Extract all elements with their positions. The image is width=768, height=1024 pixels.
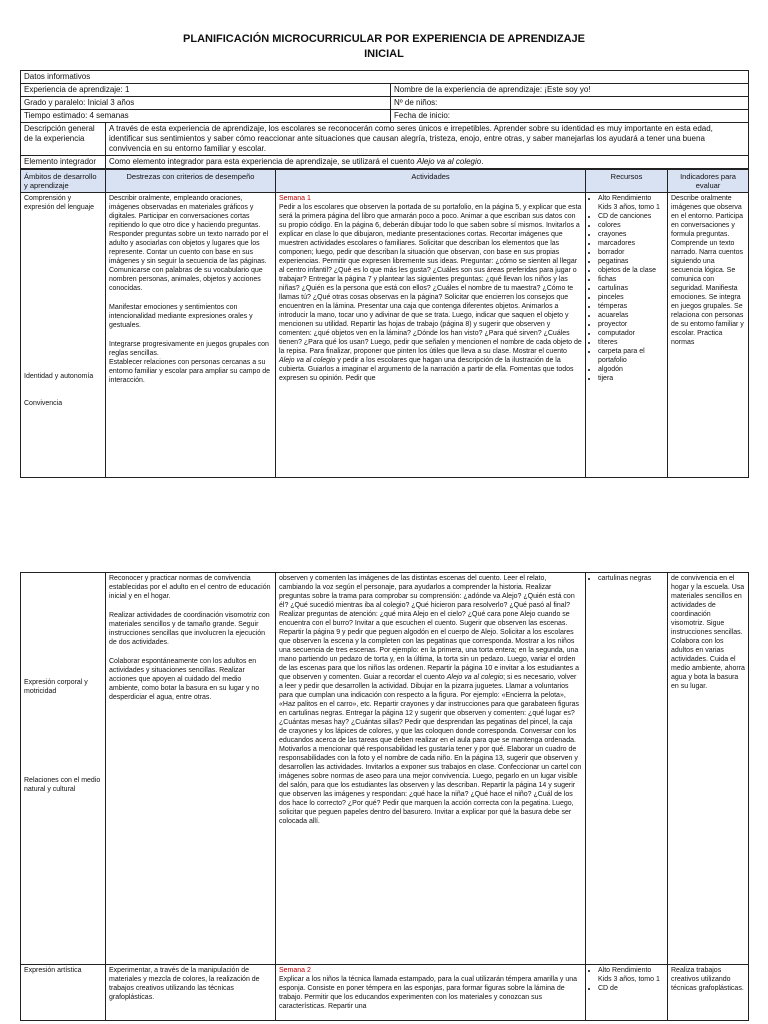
recurso-item: • pinceles	[598, 293, 664, 302]
recurso-item: • marcadores	[598, 239, 664, 248]
table-row	[21, 193, 749, 478]
recursos-cell-3	[586, 965, 668, 1021]
ambito-expresion-artistica: Expresión artística	[21, 965, 106, 1021]
recursos-cell-2	[586, 573, 668, 965]
semana-2-label: Semana 2	[279, 967, 311, 974]
header-actividades: Actividades	[276, 170, 586, 193]
header-ambitos: Ámbitos de desarrollo y aprendizaje	[21, 170, 106, 193]
recurso-item: • témperas	[598, 302, 664, 311]
recurso-item: • acuarelas	[598, 311, 664, 320]
elemento-text-a: Como elemento integrador para esta experiencia de aprendizaje, se utilizará el cuento	[109, 157, 417, 166]
recursos-list-2	[589, 574, 664, 583]
page-2	[20, 570, 748, 1024]
descripcion-text: A través de esta experiencia de aprendizaje, los escolares se reconocerán como seres únicos e irrepetibles. Aprender sobre su identidad es muy importante en esta edad, identificar sus sentimientos y saber cómo reaccionar ante situaciones que causan alegría, tristeza, enojo, entre otras, y saber manejarlas los ayudará a tener una buena convivencia en su entorno familiar y escolar.	[106, 123, 749, 156]
semana-1-label: Semana 1	[279, 195, 311, 202]
ambito-identidad: Identidad y autonomía	[24, 373, 94, 380]
table-row	[21, 573, 749, 965]
elemento-text-c: .	[481, 157, 484, 166]
recurso-item: • CD de	[598, 984, 664, 993]
recurso-item: • títeres	[598, 338, 664, 347]
indicadores-cell-3: Realiza trabajos creativos utilizando técnicas grafoplásticas.	[668, 965, 749, 1021]
actividades-cell-3	[276, 965, 586, 1021]
table-header-row	[21, 170, 749, 193]
tiempo-field: Tiempo estimado: 4 semanas	[21, 110, 391, 123]
destreza-emociones: Manifestar emociones y sentimientos con intencionalidad mediante expresiones orales y gestuales.	[109, 304, 253, 329]
grado-field: Grado y paralelo: Inicial 3 años	[21, 97, 391, 110]
destrezas-cell-2	[106, 573, 276, 965]
planning-table-1	[20, 169, 749, 478]
header-destrezas: Destrezas con criterios de desempeño	[106, 170, 276, 193]
recurso-item: • CD de canciones	[598, 212, 664, 221]
recurso-item: • objetos de la clase	[598, 266, 664, 275]
table-row	[21, 965, 749, 1021]
destreza-colaborar: Colaborar espontáneamente con los adultos en actividades y situaciones sencillas. Realizar acciones que apoyen al cuidado del medio ambiente, como botar la basura en su lugar y no desperdiciar el agua, entre otras.	[109, 658, 260, 701]
header-recursos: Recursos	[586, 170, 668, 193]
destreza-coordinacion: Realizar actividades de coordinación visomotriz con materiales sencillos y de tamaño grande. Seguir instrucciones sencillas que involucren la ejecución de dos actividades.	[109, 612, 270, 646]
recursos-cell	[586, 193, 668, 478]
title-line-1: PLANIFICACIÓN MICROCURRICULAR POR EXPERIENCIA DE APRENDIZAJE	[183, 33, 585, 45]
ambitos-cell-2	[21, 573, 106, 965]
recurso-item: • algodón	[598, 365, 664, 374]
elemento-text	[106, 156, 749, 169]
recurso-item: • cartulinas negras	[598, 574, 664, 583]
planning-table-2	[20, 572, 749, 1021]
destreza-lenguaje: Describir oralmente, empleando oraciones, imágenes observadas en materiales gráficos y digitales. Participar en conversaciones cortas repitiendo lo que otro dice y haciendo preguntas. Responder preguntas sobre un texto narrado por el adulto y asociarlas con objetos y lugares que los represente. Contar un cuento con base en sus imágenes y sin seguir la secuencia de las páginas. Comunicarse con palabras de su vocabulario que nombren personas, animales, objetos y acciones conocidas.	[109, 195, 269, 292]
ambito-convivencia: Convivencia	[24, 400, 63, 407]
header-indicadores: Indicadores para evaluar	[668, 170, 749, 193]
recurso-item: • pegatinas	[598, 257, 664, 266]
indicadores-cell: Describe oralmente imágenes que observa en el entorno. Participa en conversaciones y formula preguntas. Comprende un texto narrado. Narra cuentos siguiendo una secuencia lógica. Se comunica con seguridad. Manifiesta emociones. Se integra en juegos grupales. Se relaciona con personas de su entorno familiar y escolar. Practica normas	[668, 193, 749, 478]
recurso-item: • tijera	[598, 374, 664, 383]
elemento-text-title: Alejo va al colegio	[416, 157, 482, 166]
actividad-text-e: Explicar a los niños la técnica llamada estampado, para la cual utilizarán témpera amarilla y una esponja. Consiste en poner témpera en las esponjas, para formar figuras sobre la lámina de trabajo. Permitir que los educandos experimenten con los materiales y conozcan sus características. Repartir una	[279, 976, 578, 1010]
destreza-normas: Reconocer y practicar normas de convivencia establecidas por el adulto en el centro de educación inicial y en el hogar.	[109, 575, 271, 600]
actividad-text-c: observen y comenten las imágenes de las distintas escenas del cuento. Leer el relato, cambiando la voz según el personaje, para ayudarlos a comprender la historia. Realizar preguntas sobre la trama para comprobar su comprensión: ¿adónde va Alejo? ¿Quién está con él? ¿Qué sucedió mientras iba al colegio? ¿Qué hicieron para resolverlo? ¿Qué pasó al final? Realizar preguntas de atención: ¿qué mira Alejo en el cielo? ¿Qué cara pone Alejo cuando se encuentra con el burro? Invitar a que escuchen el cuento. Sugerir que observen las escenas. Repartir la página 9 y pedir que peguen algodón en el cuerpo de Alejo. Solicitar a los escolares que observen la escena y la completen con las pegatinas que corresponda. Mostrar a los niños una secuencia de tres escenas. Por ejemplo: en la primera, una torta entera; en la segunda, una mano partiendo un pedazo de torta y, en la última, la torta sin un pedazo. Luego, variar el orden de las escenas para que los niños las ordenen. Repartir la página 10 e invitar a los estudiantes a que observen y comenten. Guiar a recordar el cuento	[279, 575, 580, 681]
title-line-2: INICIAL	[364, 48, 404, 60]
page-1	[20, 20, 748, 520]
recurso-item: • colores	[598, 221, 664, 230]
page-gap	[0, 540, 768, 566]
recurso-item: • crayones	[598, 230, 664, 239]
actividades-cell	[276, 193, 586, 478]
recurso-item: • proyector	[598, 320, 664, 329]
ambito-expresion-corporal: Expresión corporal y motricidad	[24, 679, 88, 695]
ambito-medio-natural: Relaciones con el medio natural y cultural	[24, 777, 101, 793]
recurso-item: • fichas	[598, 275, 664, 284]
info-table	[20, 70, 749, 169]
indicadores-cell-2: de convivencia en el hogar y la escuela. Usa materiales sencillos en actividades de coordinación visomotriz. Sigue instrucciones sencillas. Colabora con los adultos en varias actividades. Cuida el medio ambiente, ahorra agua y bota la basura en su lugar.	[668, 573, 749, 965]
recurso-item: • computador	[598, 329, 664, 338]
ninos-field: Nº de niños:	[391, 97, 749, 110]
fecha-field: Fecha de inicio:	[391, 110, 749, 123]
actividad-text-a: Pedir a los escolares que observen la portada de su portafolio, en la página 5, y explicar que esta será la primera página del libro que armarán poco a poco. Animar a que escriban sus datos con su propio código. En la página 6, deberán dibujar todo lo que saben sobre sí mismos. Invitarlos a explicar en clase lo que dibujaron, mediante presentaciones cortas. Recortar imágenes que muestren actividades escolares o familiares. Solicitar que describan los elementos que las componen; luego, pedir que describan la situación que observan, con base en sus propias experiencias. Permitir que expresen libremente sus ideas. Preguntar: ¿cómo se sienten al llegar al centro infantil? ¿Qué es lo que más les gusta? ¿Cuáles son sus áreas preferidas para jugar o trabajar? Entregar la página 7 y plantear las siguientes preguntas: ¿qué llevan los niños y las niñas? ¿Quién es la persona que está con ellos? ¿Cuáles el nombre de tu maestra? ¿Cómo te llamas tú? ¿Qué otras cosas observas en la página? Solicitar que encierren los consejos que encuentren en la lámina. Presentar una caja que contenga diferentes objetos. Animarlos a introducir la mano, tocar uno y adivinar de que se trata. Luego, indicar que saquen el objeto y mencionen su utilidad. Repartir las hojas de trabajo (página 8) y sugerir que observen y comenten: ¿qué objetos ven en la lámina? ¿Dónde los han visto? ¿Para qué sirven? ¿Cuáles tienen? ¿Para qué los usan? Luego, pedir que señalen y mencionen el nombre de cada objeto de la repisa. Para finalizar, proponer que pinten los útiles que lleva a su clase. Mostrar el cuento	[279, 204, 582, 355]
document-title	[20, 32, 748, 62]
actividad-cuento-title-2: Alejo va al colegio	[446, 674, 504, 681]
descripcion-label: Descripción general de la experiencia	[21, 123, 106, 156]
destrezas-cell	[106, 193, 276, 478]
recurso-item: • carpeta para el portafolio	[598, 347, 664, 365]
elemento-label: Elemento integrador	[21, 156, 106, 169]
recurso-item: • borrador	[598, 248, 664, 257]
destreza-juegos: Integrarse progresivamente en juegos grupales con reglas sencillas.	[109, 341, 269, 357]
recurso-item: • Alto Rendimiento Kids 3 años, tomo 1	[598, 966, 664, 984]
destreza-experimentar: Experimentar, a través de la manipulación de materiales y mezcla de colores, la realización de trabajos creativos utilizando las técnicas grafoplásticas.	[106, 965, 276, 1021]
actividad-text-b: y pedir a los escolares que hagan una descripción de la ilustración de la cubierta. Guiarlos a imaginar el argumento de la narración a partir de ella. Fomentas que todos expresen su opinión. Pedir que	[279, 357, 574, 382]
datos-header: Datos informativos	[21, 71, 749, 84]
actividad-cuento-title: Alejo va al colegio	[279, 357, 336, 364]
nombre-field: Nombre de la experiencia de aprendizaje: ¡Este soy yo!	[391, 84, 749, 97]
recurso-item: • cartulinas	[598, 284, 664, 293]
actividades-cell-2	[276, 573, 586, 965]
recursos-list-3	[589, 966, 664, 993]
actividad-text-d: ; si es necesario, volver a leer y pedir que desarrollen la actividad. Dibujar en la pizarra juguetes. Llamar a voluntarios para que cumplan una indicación con respecto a la figura. Por ejemplo: «Encierra la pelota», «Haz palitos en el carro», etc. Repartir crayones y dar instrucciones para que garabateen figuras en cartulinas negras. Entregar la página 12 y sugerir que observen y comenten: ¿qué lugar es? ¿Cuántas mesas hay? ¿Cuántas sillas? Pedir que desprendan las pegatinas del pincel, la caja de crayones y los lápices de colores, y que las coloquen donde corresponda. Conversar con los educandos acerca de las tareas que deben realizar en el aula para que se mantenga ordenada. Motivarlos a mencionar qué responsabilidad les gustaría tener y por qué. Elaborar un cuadro de responsabilidades con la foto y el nombre de cada niño. En la página 13, sugerir que observen y desarrollen las actividades. Invitarlos a exponer sus trabajos en clase. Confeccionar un cartel con imágenes sobre normas de aseo para una mejor convivencia. Luego, pegarlo en un lugar visible del salón, para que los estudiantes las observen y las describan. Repartir la página 14 y sugerir que observen las imágenes y respondan: ¿qué hace la niña? ¿Qué hace el niño? ¿Cuál de los dos hace lo correcto? ¿Por qué? Pedir que marquen la acción correcta con la pegatina. Luego, solicitar que peguen papeles dentro del basurero. Invitar a explicar por qué la basura debe ser colocada allí.	[279, 674, 582, 825]
recursos-list	[589, 194, 664, 383]
ambitos-cell	[21, 193, 106, 478]
experiencia-field: Experiencia de aprendizaje: 1	[21, 84, 391, 97]
ambito-comprension: Comprensión y expresión del lenguaje	[24, 195, 95, 211]
recurso-item: • Alto Rendimiento Kids 3 años, tomo 1	[598, 194, 664, 212]
destreza-relaciones: Establecer relaciones con personas cercanas a su entorno familiar y escolar para ampliar su campo de interacción.	[109, 359, 271, 384]
